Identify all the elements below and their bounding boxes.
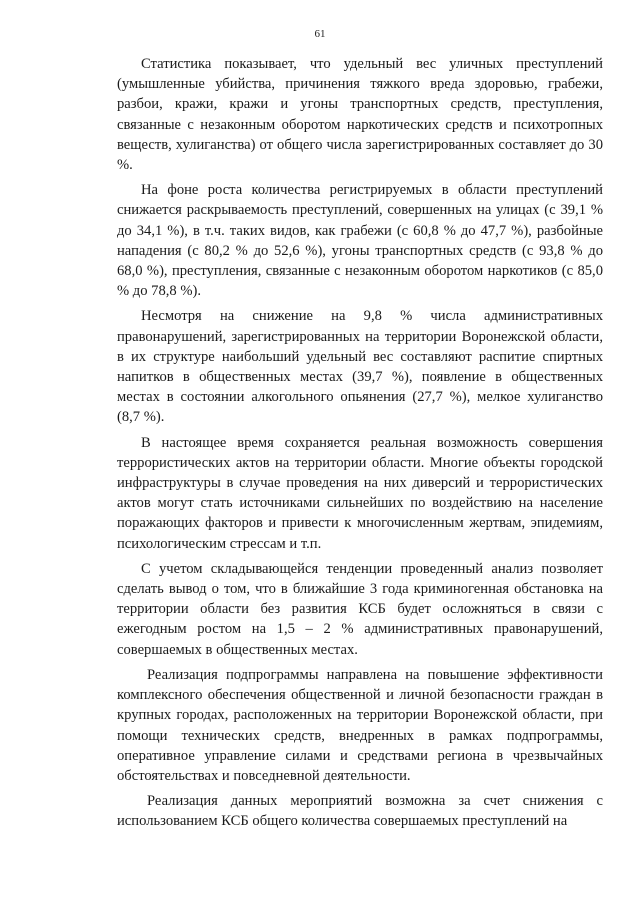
document-body xyxy=(117,54,603,837)
page-number: 61 xyxy=(314,28,326,40)
paragraph-terrorism-risk: В настоящее время сохраняется реальная возможность совершения террористических актов на территории области. Многие объекты городской инфраструктуры в случае проведения на них диверсий и террористических актов могут стать источниками сильнейших по воздействию на население поражающих факторов и привести к многочисленным жертвам, эпидемиям, психологическим стрессам и т.п. xyxy=(117,434,603,552)
paragraph-subprogram-goal: Реализация подпрограммы направлена на повышение эффективности комплексного обеспечения общественной и личной безопасности граждан в крупных городах, расположенных на территории Воронежской области, при помощи технических средств, внедренных в рамках подпрограммы, оперативное управление силами и средствами региона в чрезвычайных обстоятельствах и повседневной деятельности. xyxy=(117,666,603,784)
paragraph-street-crime-share: Статистика показывает, что удельный вес уличных преступлений (умышленные убийства, причинения тяжкого вреда здоровью, грабежи, разбои, кражи, кражи и угоны транспортных средств, преступления, связанные с незаконным оборотом наркотических средств и психотропных веществ, хулиганства) от общего числа зарегистрированных составляет до 30 %. xyxy=(117,56,603,174)
paragraph-measures: Реализация данных мероприятий возможна за счет снижения с использованием КСБ общего количества совершаемых преступлений на xyxy=(117,793,603,830)
paragraph-clearance-rate: На фоне роста количества регистрируемых в области преступлений снижается раскрываемость преступлений, совершенных на улицах (с 39,1 % до 34,1 %), в т.ч. таких видов, как грабежи (с 60,8 % до 47,7 %), разбойные нападения (с 80,2 % до 52,6 %), угоны транспортных средств (с 93,8 % до 68,0 %), преступления, связанные с незаконным оборотом наркотиков (с 85,0 % до 78,8 %). xyxy=(117,182,603,300)
paragraph-forecast: С учетом складывающейся тенденции проведенный анализ позволяет сделать вывод о том, что в ближайшие 3 года криминогенная обстановка на территории области без развития КСБ будет осложняться в связи с ежегодным ростом на 1,5 – 2 % административных правонарушений, совершаемых в общественных местах. xyxy=(117,560,603,658)
paragraph-administrative-offenses: Несмотря на снижение на 9,8 % числа административных правонарушений, зарегистрированных на территории Воронежской области, в их структуре наибольший удельный вес составляют распитие спиртных напитков в общественных местах (39,7 %), появление в общественных местах в состоянии алкогольного опьянения (27,7 %), мелкое хулиганство (8,7 %). xyxy=(117,308,603,426)
